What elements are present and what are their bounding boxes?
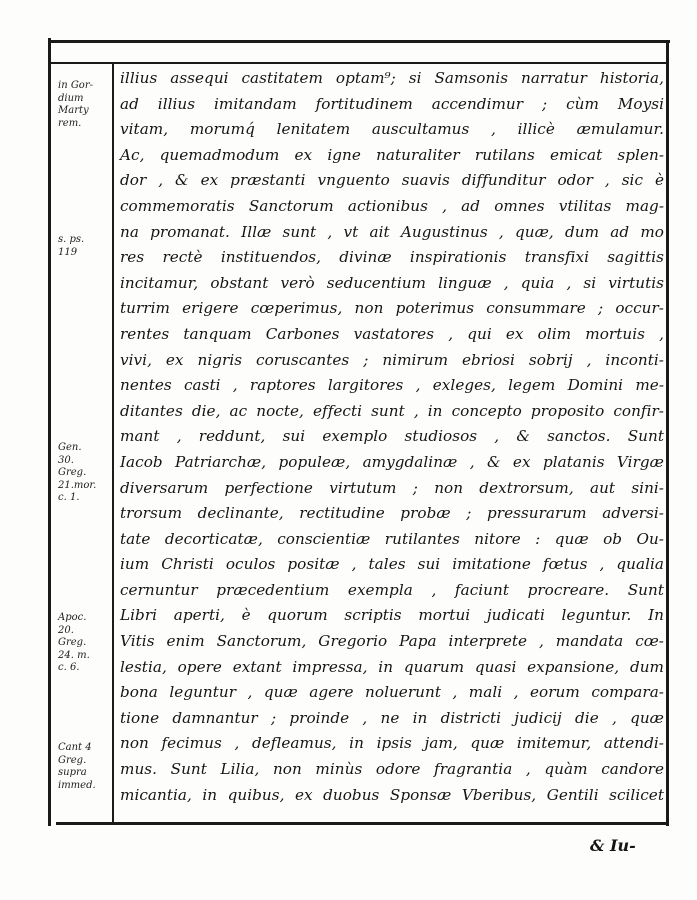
text-line: illius assequi castitatem optam⁹; si Samsonis narratur historia, <box>120 69 664 87</box>
text-line: lestia, opere extant impressa, in quarum quasi expansione, dum <box>120 657 664 676</box>
margin-note: s. ps. 119 <box>58 234 85 258</box>
text-line: tione damnantur ; proinde , ne in districti judicij die , quæ <box>120 708 664 727</box>
text-line: dor , & ex præstanti vnguento suavis diffunditur odor , sic è <box>120 171 664 190</box>
text-line: diversarum perfectione virtutum ; non dextrorsum, aut sini- <box>120 478 664 497</box>
margin-note: in Gor- dium Marty rem. <box>58 80 93 129</box>
frame-bottom-rule <box>56 822 668 825</box>
text-line: mus. Sunt Lilia, non minùs odore fragrantia , quàm candore <box>120 760 664 779</box>
text-line: incitamur, obstant verò seducentium linguæ , quia , si virtutis <box>120 273 664 292</box>
frame-left-rule <box>48 38 51 826</box>
frame-margin-divider <box>112 62 114 824</box>
text-line: ditantes die, ac nocte, effecti sunt , in concepto proposito confir- <box>120 401 664 420</box>
text-line: turrim erigere cœperimus, non poterimus consummare ; occur- <box>120 299 664 318</box>
frame-right-rule <box>666 40 669 826</box>
text-line: res rectè instituendos, divinæ inspirationis transfixi sagittis <box>120 248 664 267</box>
text-line: Vitis enim Sanctorum, Gregorio Papa interprete , mandata cœ- <box>120 632 664 651</box>
text-line: tate decorticatæ, conscientiæ rutilantes nitore : quæ ob Ou- <box>120 529 664 548</box>
margin-note: Cant 4 Greg. supra immed. <box>58 742 96 791</box>
text-line: trorsum declinante, rectitudine probæ ; pressurarum adversi- <box>120 504 664 523</box>
text-line: vitam, morumq́ lenitatem auscultamus , illicè æmulamur. <box>120 120 664 139</box>
text-line: mant , reddunt, sui exemplo studiosos , & sanctos. Sunt <box>120 427 664 446</box>
text-line: Libri aperti, è quorum scriptis mortui judicati leguntur. In <box>120 606 664 625</box>
text-line: rentes tanquam Carbones vastatores , qui ex olim mortuis , <box>120 324 664 343</box>
frame-header-rule <box>50 62 668 64</box>
catchword: & Iu- <box>590 836 636 855</box>
text-line: ad illius imitandam fortitudinem accendimur ; cùm Moysi <box>120 94 664 113</box>
text-line: Iacob Patriarchæ, populeæ, amygdalinæ , & ex platanis Virgæ <box>120 452 664 471</box>
text-line: non fecimus , defleamus, in ipsis jam, quæ imitemur, attendi- <box>120 734 664 753</box>
margin-note: Apoc. 20. Greg. 24. m. c. 6. <box>58 612 90 673</box>
text-line: Ac, quemadmodum ex igne naturaliter rutilans emicat splen- <box>120 145 664 164</box>
text-line: vivi, ex nigris coruscantes ; nimirum ebriosi sobrij , inconti- <box>120 350 664 369</box>
text-line: micantia, in quibus, ex duobus Sponsæ Vberibus, Gentili scilicet <box>120 785 664 804</box>
margin-note: Gen. 30. Greg. 21.mor. c. 1. <box>58 442 97 503</box>
margin-notes-column <box>54 62 110 822</box>
text-line: ium Christi oculos positæ , tales sui imitatione fœtus , qualia <box>120 555 664 574</box>
text-line: na promanat. Illæ sunt , vt ait Augustinus , quæ, dum ad mo <box>120 222 664 241</box>
text-line: cernuntur præcedentium exempla , faciunt procreare. Sunt <box>120 580 664 599</box>
text-line: bona leguntur , quæ agere noluerunt , mali , eorum compara- <box>120 683 664 702</box>
frame-top-rule <box>50 40 670 43</box>
text-line: commemoratis Sanctorum actionibus , ad omnes vtilitas mag- <box>120 196 664 215</box>
text-line: nentes casti , raptores largitores , exleges, legem Domini me- <box>120 376 664 395</box>
main-text-column <box>120 66 664 822</box>
